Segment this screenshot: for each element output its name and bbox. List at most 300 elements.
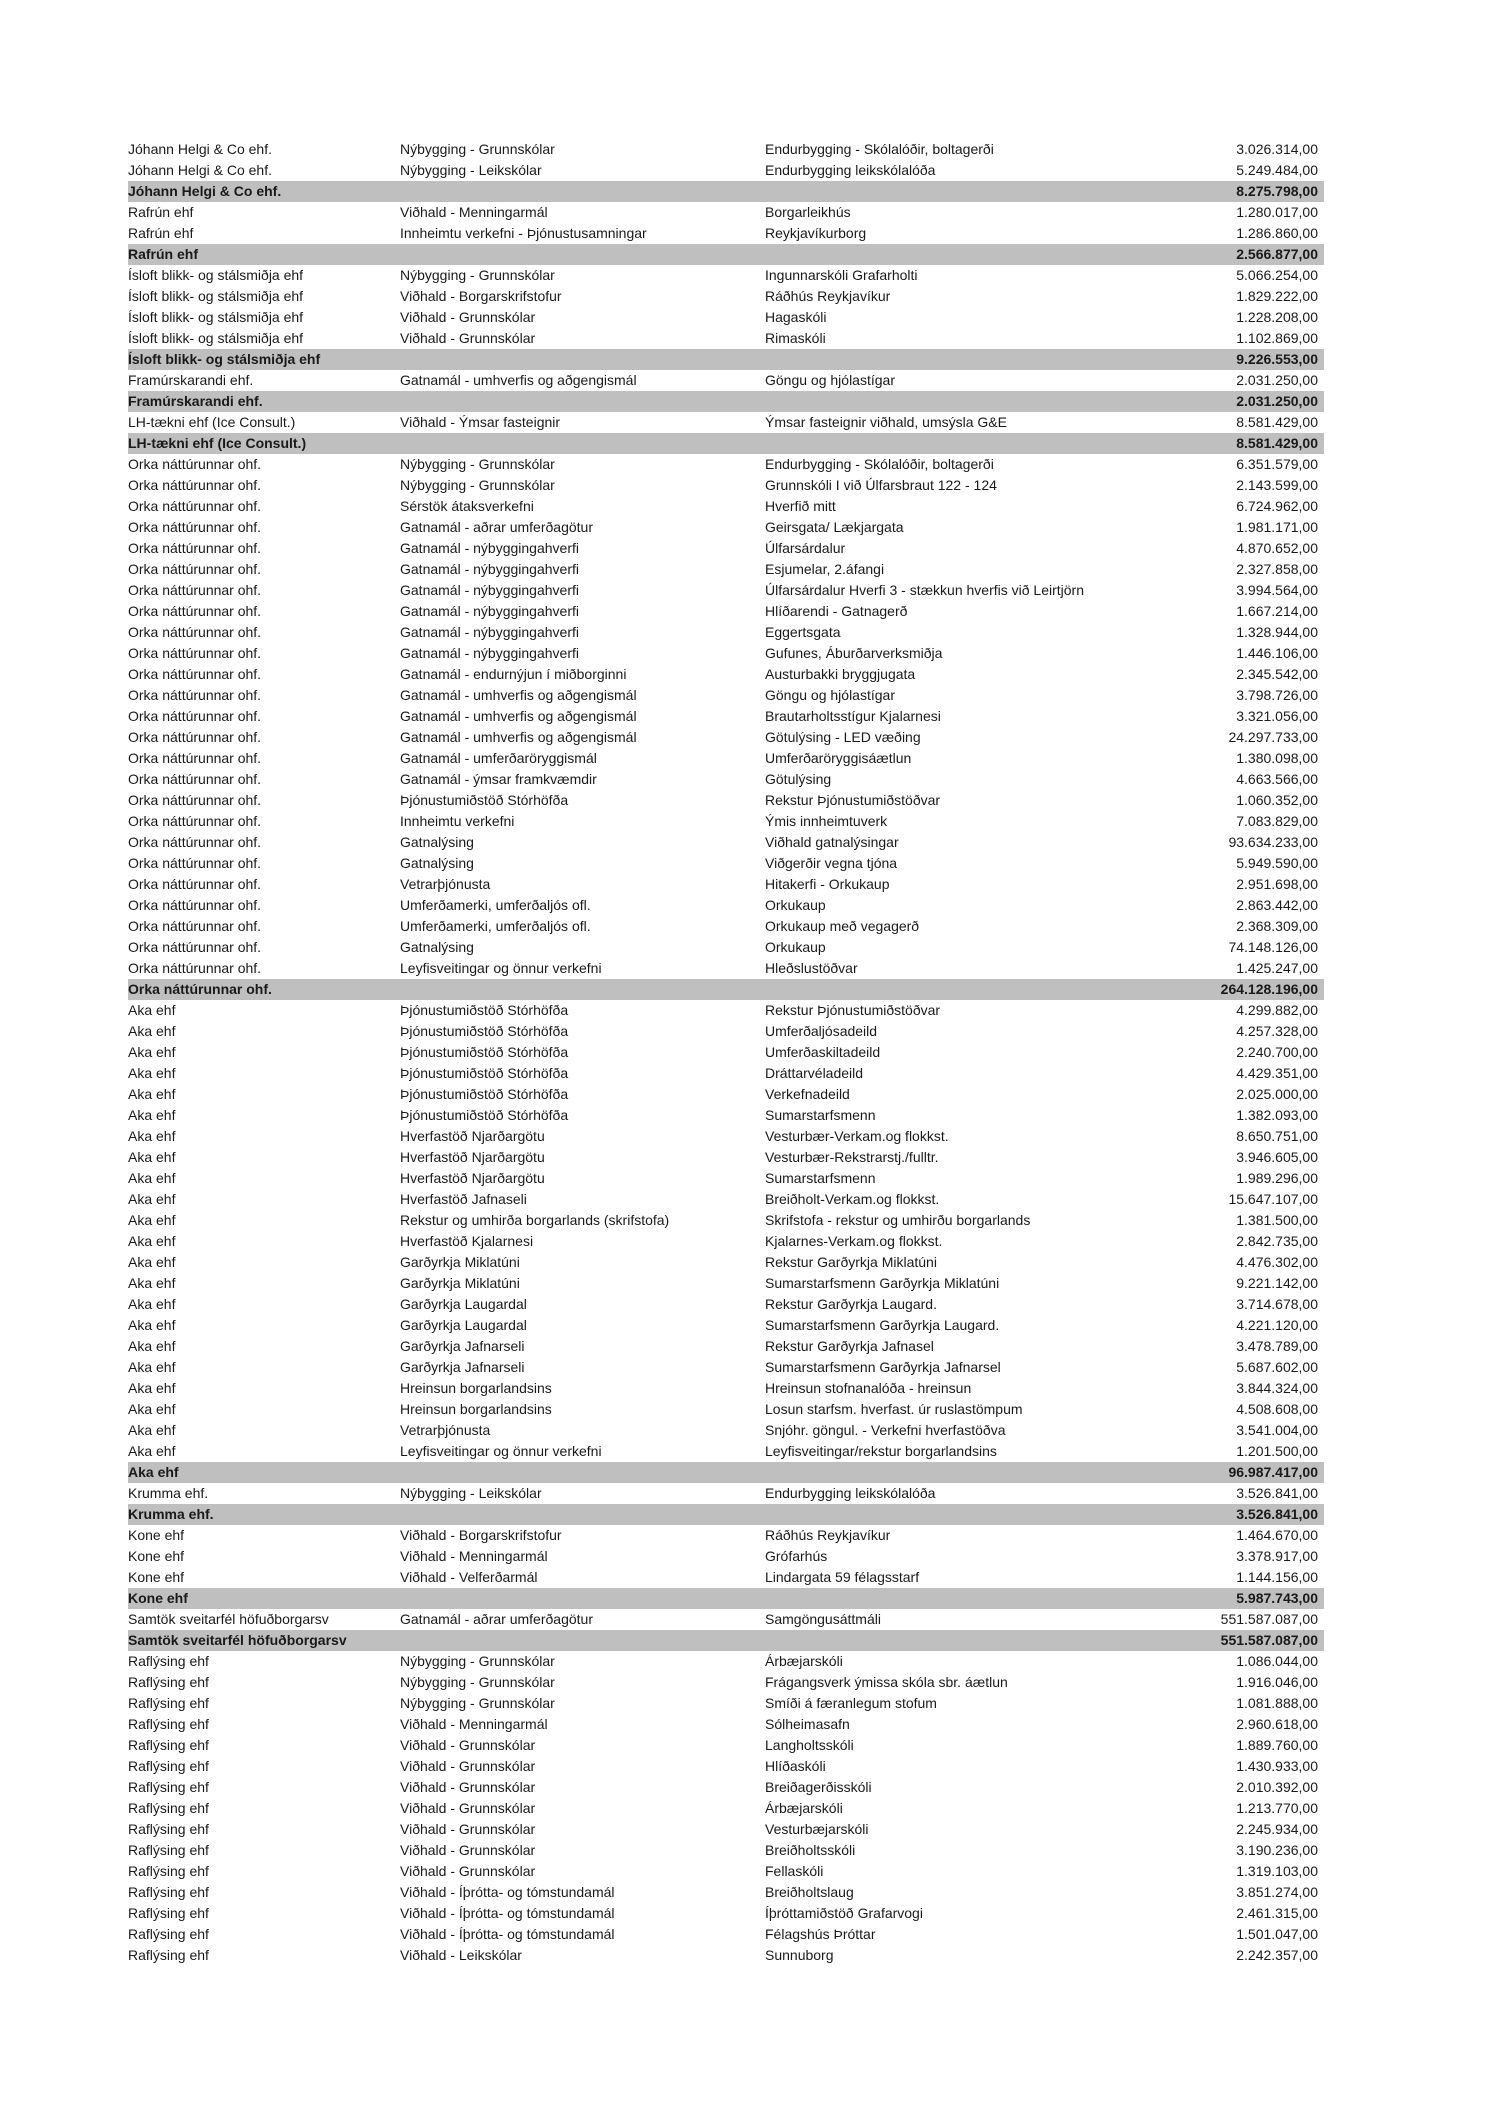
description-cell: Leyfisveitingar/rekstur borgarlandsins — [765, 1443, 997, 1459]
amount-cell: 2.025.000,00 — [1236, 1086, 1318, 1102]
description-cell: Vesturbær-Verkam.og flokkst. — [765, 1128, 949, 1144]
company-cell: Orka náttúrunnar ohf. — [128, 918, 262, 934]
table-row — [128, 1546, 1324, 1567]
company-cell: Aka ehf — [128, 1044, 176, 1060]
company-cell: Orka náttúrunnar ohf. — [128, 939, 262, 955]
amount-cell: 1.201.500,00 — [1236, 1443, 1318, 1459]
description-cell: Kjalarnes-Verkam.og flokkst. — [765, 1233, 943, 1249]
company-cell: Raflýsing ehf — [128, 1884, 209, 1900]
category-cell: Viðhald - Menningarmál — [400, 204, 548, 220]
category-cell: Gatnamál - umferðaröryggismál — [400, 750, 597, 766]
table-row — [128, 202, 1324, 223]
amount-cell: 1.102.869,00 — [1236, 330, 1318, 346]
company-cell: Orka náttúrunnar ohf. — [128, 519, 262, 535]
description-cell: Sumarstarfsmenn Garðyrkja Jafnarsel — [765, 1359, 1001, 1375]
category-cell: Nýbygging - Grunnskólar — [400, 456, 555, 472]
description-cell: Orkukaup með vegagerð — [765, 918, 920, 934]
table-row — [128, 160, 1324, 181]
amount-cell: 3.541.004,00 — [1236, 1422, 1318, 1438]
company-cell: Aka ehf — [128, 1443, 176, 1459]
company-cell: Raflýsing ehf — [128, 1716, 209, 1732]
company-cell: Orka náttúrunnar ohf. — [128, 897, 262, 913]
company-cell: Kone ehf — [128, 1569, 185, 1585]
description-cell: Samgöngusáttmáli — [765, 1611, 881, 1627]
table-row — [128, 1819, 1324, 1840]
company-cell: Orka náttúrunnar ohf. — [128, 876, 262, 892]
table-row — [128, 1336, 1324, 1357]
category-cell: Þjónustumiðstöð Stórhöfða — [400, 1023, 569, 1039]
table-row — [128, 328, 1324, 349]
table-row — [128, 1063, 1324, 1084]
table-total-row — [128, 1630, 1324, 1651]
description-cell — [765, 1630, 1154, 1651]
table-row — [128, 1651, 1324, 1672]
table-row — [128, 706, 1324, 727]
amount-cell: 2.240.700,00 — [1236, 1044, 1318, 1060]
company-cell: Aka ehf — [128, 1275, 176, 1291]
category-cell: Þjónustumiðstöð Stórhöfða — [400, 1107, 569, 1123]
table-row — [128, 895, 1324, 916]
amount-cell: 3.526.841,00 — [1236, 1506, 1318, 1522]
category-cell — [400, 1504, 765, 1525]
company-cell: Krumma ehf. — [128, 1506, 214, 1522]
company-cell: Aka ehf — [128, 1464, 179, 1480]
description-cell: Eggertsgata — [765, 624, 841, 640]
amount-cell: 74.148.126,00 — [1228, 939, 1318, 955]
category-cell: Hverfastöð Kjalarnesi — [400, 1233, 534, 1249]
description-cell: Göngu og hjólastígar — [765, 372, 895, 388]
amount-cell: 1.430.933,00 — [1236, 1758, 1318, 1774]
description-cell: Dráttarvéladeild — [765, 1065, 864, 1081]
table-row — [128, 643, 1324, 664]
company-cell: Ísloft blikk- og stálsmiðja ehf — [128, 288, 304, 304]
table-row — [128, 1861, 1324, 1882]
company-cell: Orka náttúrunnar ohf. — [128, 834, 262, 850]
company-cell: Ísloft blikk- og stálsmiðja ehf — [128, 267, 304, 283]
company-cell: Krumma ehf. — [128, 1485, 209, 1501]
category-cell: Gatnamál - umhverfis og aðgengismál — [400, 687, 637, 703]
table-row — [128, 1567, 1324, 1588]
category-cell: Gatnamál - nýbyggingahverfi — [400, 645, 579, 661]
category-cell: Þjónustumiðstöð Stórhöfða — [400, 1065, 569, 1081]
category-cell: Gatnalýsing — [400, 939, 474, 955]
table-row — [128, 1672, 1324, 1693]
company-cell: Raflýsing ehf — [128, 1905, 209, 1921]
amount-cell: 1.667.214,00 — [1236, 603, 1318, 619]
amount-cell: 2.245.934,00 — [1236, 1821, 1318, 1837]
table-row — [128, 1357, 1324, 1378]
description-cell: Hlíðarendi - Gatnagerð — [765, 603, 908, 619]
company-cell: Ísloft blikk- og stálsmiðja ehf — [128, 351, 321, 367]
category-cell: Viðhald - Grunnskólar — [400, 1800, 536, 1816]
company-cell: Aka ehf — [128, 1317, 176, 1333]
company-cell: Aka ehf — [128, 1128, 176, 1144]
table-total-row — [128, 1588, 1324, 1609]
description-cell: Félagshús Þróttar — [765, 1926, 876, 1942]
table-row — [128, 1210, 1324, 1231]
description-cell: Rekstur Garðyrkja Jafnasel — [765, 1338, 934, 1354]
table-total-row — [128, 181, 1324, 202]
amount-cell: 2.461.315,00 — [1236, 1905, 1318, 1921]
description-cell: Ráðhús Reykjavíkur — [765, 1527, 891, 1543]
category-cell: Rekstur og umhirða borgarlands (skrifstofa) — [400, 1212, 670, 1228]
category-cell — [400, 979, 765, 1000]
category-cell: Nýbygging - Grunnskólar — [400, 1695, 555, 1711]
company-cell: Aka ehf — [128, 1191, 176, 1207]
category-cell: Þjónustumiðstöð Stórhöfða — [400, 1002, 569, 1018]
category-cell: Viðhald - Grunnskólar — [400, 1821, 536, 1837]
description-cell: Verkefnadeild — [765, 1086, 850, 1102]
amount-cell: 1.889.760,00 — [1236, 1737, 1318, 1753]
amount-cell: 1.501.047,00 — [1236, 1926, 1318, 1942]
category-cell: Gatnamál - nýbyggingahverfi — [400, 603, 579, 619]
category-cell: Garðyrkja Miklatúni — [400, 1254, 520, 1270]
company-cell: LH-tækni ehf (Ice Consult.) — [128, 435, 307, 451]
description-cell — [765, 433, 1154, 454]
company-cell: Orka náttúrunnar ohf. — [128, 729, 262, 745]
company-cell: Orka náttúrunnar ohf. — [128, 960, 262, 976]
company-cell: Orka náttúrunnar ohf. — [128, 561, 262, 577]
company-cell: LH-tækni ehf (Ice Consult.) — [128, 414, 296, 430]
amount-cell: 2.031.250,00 — [1236, 372, 1318, 388]
table-row — [128, 580, 1324, 601]
table-row — [128, 1126, 1324, 1147]
company-cell: Orka náttúrunnar ohf. — [128, 981, 272, 997]
description-cell: Fellaskóli — [765, 1863, 824, 1879]
company-cell: Raflýsing ehf — [128, 1926, 209, 1942]
description-cell: Úlfarsárdalur — [765, 540, 846, 556]
category-cell: Hverfastöð Njarðargötu — [400, 1128, 545, 1144]
description-cell: Breiðholt-Verkam.og flokkst. — [765, 1191, 940, 1207]
amount-cell: 2.863.442,00 — [1236, 897, 1318, 913]
category-cell: Sérstök átaksverkefni — [400, 498, 534, 514]
table-row — [128, 517, 1324, 538]
description-cell: Viðhald gatnalýsingar — [765, 834, 899, 850]
company-cell: Aka ehf — [128, 1212, 176, 1228]
amount-cell: 5.687.602,00 — [1236, 1359, 1318, 1375]
amount-cell: 24.297.733,00 — [1228, 729, 1318, 745]
table-total-row — [128, 979, 1324, 1000]
company-cell: Kone ehf — [128, 1527, 185, 1543]
company-cell: Aka ehf — [128, 1380, 176, 1396]
description-cell: Umferðaljósadeild — [765, 1023, 878, 1039]
description-cell: Losun starfsm. hverfast. úr ruslastömpum — [765, 1401, 1023, 1417]
company-cell: Orka náttúrunnar ohf. — [128, 750, 262, 766]
company-cell: Orka náttúrunnar ohf. — [128, 666, 262, 682]
category-cell — [400, 349, 765, 370]
category-cell: Viðhald - Ýmsar fasteignir — [400, 414, 561, 430]
table-row — [128, 1483, 1324, 1504]
table-row — [128, 1378, 1324, 1399]
amount-cell: 4.257.328,00 — [1236, 1023, 1318, 1039]
table-row — [128, 139, 1324, 160]
table-row — [128, 307, 1324, 328]
amount-cell: 264.128.196,00 — [1220, 981, 1318, 997]
company-cell: Orka náttúrunnar ohf. — [128, 540, 262, 556]
description-cell: Endurbygging - Skólalóðir, boltagerði — [765, 141, 994, 157]
company-cell: Ísloft blikk- og stálsmiðja ehf — [128, 330, 304, 346]
category-cell: Hverfastöð Njarðargötu — [400, 1149, 545, 1165]
description-cell: Rekstur Þjónustumiðstöðvar — [765, 792, 941, 808]
amount-cell: 2.368.309,00 — [1236, 918, 1318, 934]
description-cell: Árbæjarskóli — [765, 1653, 843, 1669]
table-row — [128, 223, 1324, 244]
category-cell: Innheimtu verkefni — [400, 813, 515, 829]
description-cell: Árbæjarskóli — [765, 1800, 843, 1816]
company-cell: Orka náttúrunnar ohf. — [128, 708, 262, 724]
description-cell: Gufunes, Áburðarverksmiðja — [765, 645, 943, 661]
table-row — [128, 1231, 1324, 1252]
company-cell: Jóhann Helgi & Co ehf. — [128, 162, 272, 178]
company-cell: Orka náttúrunnar ohf. — [128, 498, 262, 514]
table-row — [128, 874, 1324, 895]
category-cell: Innheimtu verkefni - Þjónustusamningar — [400, 225, 647, 241]
amount-cell: 1.328.944,00 — [1236, 624, 1318, 640]
company-cell: Jóhann Helgi & Co ehf. — [128, 183, 282, 199]
company-cell: Aka ehf — [128, 1233, 176, 1249]
company-cell: Aka ehf — [128, 1254, 176, 1270]
company-cell: Samtök sveitarfél höfuðborgarsv — [128, 1632, 347, 1648]
category-cell: Viðhald - Grunnskólar — [400, 1737, 536, 1753]
table-row — [128, 538, 1324, 559]
company-cell: Rafrún ehf — [128, 204, 194, 220]
category-cell — [400, 1588, 765, 1609]
table-row — [128, 1609, 1324, 1630]
amount-cell: 4.663.566,00 — [1236, 771, 1318, 787]
company-cell: Aka ehf — [128, 1107, 176, 1123]
amount-cell: 1.981.171,00 — [1236, 519, 1318, 535]
table-total-row — [128, 391, 1324, 412]
category-cell: Þjónustumiðstöð Stórhöfða — [400, 792, 569, 808]
amount-cell: 4.221.120,00 — [1236, 1317, 1318, 1333]
table-row — [128, 1084, 1324, 1105]
description-cell: Rimaskóli — [765, 330, 826, 346]
description-cell: Rekstur Þjónustumiðstöðvar — [765, 1002, 941, 1018]
category-cell: Viðhald - Borgarskrifstofur — [400, 288, 562, 304]
description-cell: Breiðagerðisskóli — [765, 1779, 872, 1795]
description-cell: Smíði á færanlegum stofum — [765, 1695, 937, 1711]
description-cell: Viðgerðir vegna tjóna — [765, 855, 898, 871]
company-cell: Raflýsing ehf — [128, 1821, 209, 1837]
report-table — [128, 139, 1324, 1966]
description-cell: Göngu og hjólastígar — [765, 687, 895, 703]
amount-cell: 8.650.751,00 — [1236, 1128, 1318, 1144]
company-cell: Framúrskarandi ehf. — [128, 372, 254, 388]
amount-cell: 3.798.726,00 — [1236, 687, 1318, 703]
amount-cell: 8.275.798,00 — [1236, 183, 1318, 199]
description-cell: Orkukaup — [765, 897, 826, 913]
amount-cell: 1.381.500,00 — [1236, 1212, 1318, 1228]
category-cell: Viðhald - Grunnskólar — [400, 330, 536, 346]
category-cell: Gatnamál - nýbyggingahverfi — [400, 582, 579, 598]
company-cell: Raflýsing ehf — [128, 1674, 209, 1690]
table-row — [128, 937, 1324, 958]
table-row — [128, 370, 1324, 391]
description-cell: Hlíðaskóli — [765, 1758, 826, 1774]
amount-cell: 93.634.233,00 — [1228, 834, 1318, 850]
description-cell: Austurbakki bryggjugata — [765, 666, 916, 682]
table-row — [128, 559, 1324, 580]
category-cell: Gatnamál - nýbyggingahverfi — [400, 561, 579, 577]
company-cell: Kone ehf — [128, 1548, 185, 1564]
company-cell: Orka náttúrunnar ohf. — [128, 477, 262, 493]
amount-cell: 4.429.351,00 — [1236, 1065, 1318, 1081]
company-cell: Orka náttúrunnar ohf. — [128, 855, 262, 871]
description-cell: Endurbygging leikskólalóða — [765, 1485, 936, 1501]
description-cell: Grunnskóli I við Úlfarsbraut 122 - 124 — [765, 477, 997, 493]
description-cell: Rekstur Garðyrkja Miklatúni — [765, 1254, 937, 1270]
table-total-row — [128, 244, 1324, 265]
category-cell: Gatnalýsing — [400, 855, 474, 871]
amount-cell: 3.844.324,00 — [1236, 1380, 1318, 1396]
description-cell — [765, 391, 1154, 412]
description-cell — [765, 244, 1154, 265]
table-row — [128, 853, 1324, 874]
category-cell: Hverfastöð Njarðargötu — [400, 1170, 545, 1186]
table-row — [128, 748, 1324, 769]
company-cell: Aka ehf — [128, 1359, 176, 1375]
company-cell: Aka ehf — [128, 1338, 176, 1354]
table-row — [128, 727, 1324, 748]
category-cell: Garðyrkja Jafnarseli — [400, 1338, 525, 1354]
table-row — [128, 496, 1324, 517]
amount-cell: 1.213.770,00 — [1236, 1800, 1318, 1816]
description-cell: Ýmsar fasteignir viðhald, umsýsla G&E — [765, 414, 1007, 430]
category-cell: Umferðamerki, umferðaljós ofl. — [400, 897, 591, 913]
description-cell: Hagaskóli — [765, 309, 827, 325]
table-row — [128, 412, 1324, 433]
amount-cell: 3.994.564,00 — [1236, 582, 1318, 598]
company-cell: Raflýsing ehf — [128, 1800, 209, 1816]
amount-cell: 6.351.579,00 — [1236, 456, 1318, 472]
company-cell: Orka náttúrunnar ohf. — [128, 456, 262, 472]
category-cell: Viðhald - Grunnskólar — [400, 1758, 536, 1774]
description-cell: Götulýsing — [765, 771, 832, 787]
description-cell: Ingunnarskóli Grafarholti — [765, 267, 918, 283]
category-cell: Hverfastöð Jafnaseli — [400, 1191, 527, 1207]
description-cell: Lindargata 59 félagsstarf — [765, 1569, 920, 1585]
description-cell: Reykjavíkurborg — [765, 225, 867, 241]
description-cell: Esjumelar, 2.áfangi — [765, 561, 885, 577]
table-row — [128, 1693, 1324, 1714]
amount-cell: 1.228.208,00 — [1236, 309, 1318, 325]
description-cell: Sunnuborg — [765, 1947, 834, 1963]
category-cell — [400, 1630, 765, 1651]
amount-cell: 1.081.888,00 — [1236, 1695, 1318, 1711]
table-row — [128, 1399, 1324, 1420]
company-cell: Orka náttúrunnar ohf. — [128, 687, 262, 703]
company-cell: Orka náttúrunnar ohf. — [128, 645, 262, 661]
amount-cell: 2.143.599,00 — [1236, 477, 1318, 493]
company-cell: Aka ehf — [128, 1401, 176, 1417]
amount-cell: 3.478.789,00 — [1236, 1338, 1318, 1354]
category-cell: Garðyrkja Laugardal — [400, 1317, 527, 1333]
amount-cell: 1.280.017,00 — [1236, 204, 1318, 220]
amount-cell: 1.446.106,00 — [1236, 645, 1318, 661]
company-cell: Aka ehf — [128, 1002, 176, 1018]
amount-cell: 9.221.142,00 — [1236, 1275, 1318, 1291]
category-cell: Nýbygging - Leikskólar — [400, 1485, 542, 1501]
company-cell: Rafrún ehf — [128, 225, 194, 241]
table-row — [128, 1042, 1324, 1063]
table-row — [128, 1525, 1324, 1546]
table-row — [128, 1798, 1324, 1819]
category-cell: Viðhald - Íþrótta- og tómstundamál — [400, 1905, 615, 1921]
table-row — [128, 958, 1324, 979]
amount-cell: 15.647.107,00 — [1228, 1191, 1318, 1207]
amount-cell: 3.190.236,00 — [1236, 1842, 1318, 1858]
company-cell: Raflýsing ehf — [128, 1758, 209, 1774]
amount-cell: 2.327.858,00 — [1236, 561, 1318, 577]
description-cell: Frágangsverk ýmissa skóla sbr. áætlun — [765, 1674, 1008, 1690]
company-cell: Aka ehf — [128, 1086, 176, 1102]
company-cell: Raflýsing ehf — [128, 1842, 209, 1858]
category-cell — [400, 433, 765, 454]
category-cell: Vetrarþjónusta — [400, 1422, 491, 1438]
company-cell: Orka náttúrunnar ohf. — [128, 813, 262, 829]
table-row — [128, 1252, 1324, 1273]
description-cell: Umferðaröryggisáætlun — [765, 750, 912, 766]
description-cell: Langholtsskóli — [765, 1737, 854, 1753]
description-cell: Endurbygging - Skólalóðir, boltagerði — [765, 456, 994, 472]
table-row — [128, 1189, 1324, 1210]
description-cell: Vesturbæjarskóli — [765, 1821, 869, 1837]
company-cell: Rafrún ehf — [128, 246, 198, 262]
table-total-row — [128, 433, 1324, 454]
category-cell: Gatnamál - umhverfis og aðgengismál — [400, 708, 637, 724]
category-cell: Umferðamerki, umferðaljós ofl. — [400, 918, 591, 934]
amount-cell: 3.851.274,00 — [1236, 1884, 1318, 1900]
description-cell: Ýmis innheimtuverk — [765, 813, 888, 829]
description-cell: Hitakerfi - Orkukaup — [765, 876, 890, 892]
description-cell — [765, 1462, 1154, 1483]
company-cell: Raflýsing ehf — [128, 1947, 209, 1963]
table-row — [128, 1273, 1324, 1294]
amount-cell: 3.946.605,00 — [1236, 1149, 1318, 1165]
table-row — [128, 1840, 1324, 1861]
table-row — [128, 1735, 1324, 1756]
amount-cell: 2.242.357,00 — [1236, 1947, 1318, 1963]
category-cell: Gatnalýsing — [400, 834, 474, 850]
amount-cell: 3.526.841,00 — [1236, 1485, 1318, 1501]
amount-cell: 8.581.429,00 — [1236, 414, 1318, 430]
category-cell: Leyfisveitingar og önnur verkefni — [400, 1443, 602, 1459]
table-row — [128, 1021, 1324, 1042]
company-cell: Aka ehf — [128, 1149, 176, 1165]
amount-cell: 5.066.254,00 — [1236, 267, 1318, 283]
company-cell: Kone ehf — [128, 1590, 188, 1606]
description-cell — [765, 979, 1154, 1000]
amount-cell: 1.464.670,00 — [1236, 1527, 1318, 1543]
amount-cell: 551.587.087,00 — [1220, 1611, 1318, 1627]
table-row — [128, 790, 1324, 811]
table-row — [128, 1903, 1324, 1924]
description-cell: Sumarstarfsmenn — [765, 1107, 876, 1123]
table-row — [128, 811, 1324, 832]
amount-cell: 2.960.618,00 — [1236, 1716, 1318, 1732]
category-cell: Gatnamál - ýmsar framkvæmdir — [400, 771, 597, 787]
category-cell: Nýbygging - Grunnskólar — [400, 267, 555, 283]
table-row — [128, 1714, 1324, 1735]
company-cell: Orka náttúrunnar ohf. — [128, 624, 262, 640]
category-cell: Viðhald - Íþrótta- og tómstundamál — [400, 1884, 615, 1900]
company-cell: Raflýsing ehf — [128, 1863, 209, 1879]
company-cell: Samtök sveitarfél höfuðborgarsv — [128, 1611, 329, 1627]
amount-cell: 2.566.877,00 — [1236, 246, 1318, 262]
category-cell: Viðhald - Leikskólar — [400, 1947, 522, 1963]
category-cell: Gatnamál - aðrar umferðagötur — [400, 519, 593, 535]
category-cell — [400, 391, 765, 412]
